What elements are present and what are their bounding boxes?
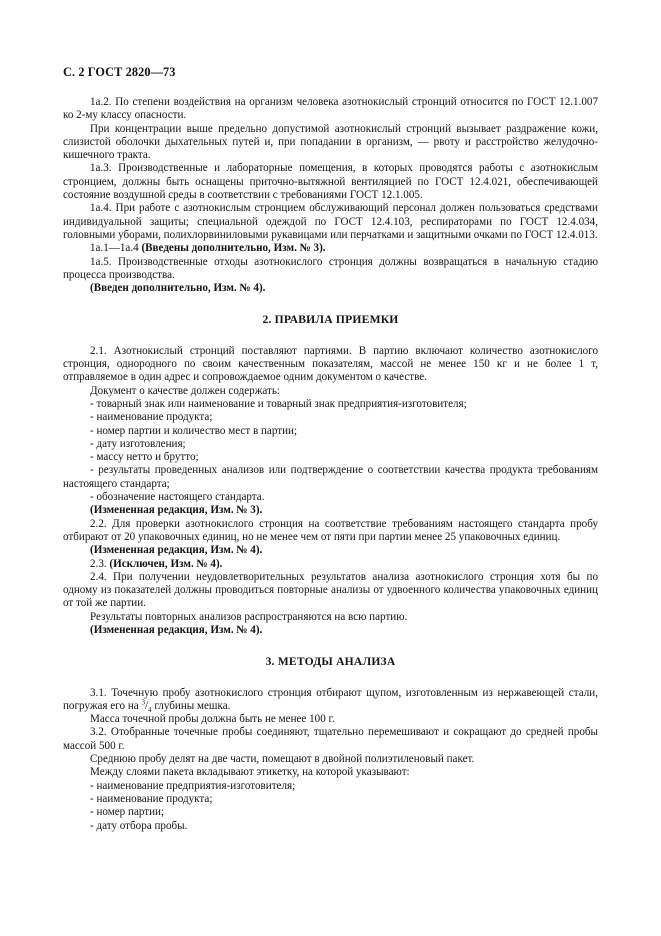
page-header: С. 2 ГОСТ 2820—73 (63, 65, 176, 79)
amendment-note: (Введен дополнительно, Изм. № 4). (90, 282, 266, 295)
paragraph-document-contents: Документ о качестве должен содержать: (90, 384, 280, 397)
amendment-note: (Измененная редакция, Изм. № 3). (90, 504, 263, 517)
list-item-long: - результаты проведенных анализов или подтверждение о соответствии качества продукта требованиям настоящего стандарта; (63, 464, 598, 490)
paragraph-1a5: 1а.5. Производственные отходы азотнокислого стронция должны возвращаться в начальную стадию процесса производства. (63, 255, 598, 281)
document-body (63, 96, 598, 833)
list-item: - наименование продукта; (90, 411, 213, 424)
paragraph-1a3: 1а.3. Производственные и лабораторные помещения, в которых проводятся работы с азотнокислым стронцием, должны быть оснащены приточно-вытяжной вентиляцией по ГОСТ 12.4.021, обеспечивающей состояние воздушной среды в соответствии с требованиями ГОСТ 12.1.005. (63, 162, 598, 202)
list-item: - наименование предприятия-изготовителя; (90, 779, 296, 792)
amendment-note: (Измененная редакция, Изм. № 4). (90, 623, 263, 636)
paragraph-2-3 (63, 558, 598, 571)
list-item: - массу нетто и брутто; (90, 451, 199, 464)
paragraph-2-1: 2.1. Азотнокислый стронций поставляют партиями. В партию включают количество азотнокислого стронция, однородного по своим качественным показателям, массой не менее 150 кг и не более 1 т, отправляемое в один адрес и сопровождаемое одним документом о качестве. (63, 344, 598, 384)
paragraph-3-2: 3.2. Отобранные точечные пробы соединяют, тщательно перемешивают и сокращают до средней пробы массой 500 г. (63, 726, 598, 752)
amendment-note: (Исключен, Изм. № 4). (109, 557, 223, 570)
note-ref: 1а.1—1а.4 (90, 242, 142, 255)
list-item: - товарный знак или наименование и товарный знак предприятия-изготовителя; (90, 397, 467, 410)
paragraph-text: глубины мешка. (151, 699, 231, 712)
paragraph-2-2: 2.2. Для проверки азотнокислого стронция на соответствие требованиям настоящего стандарта пробу отбирают от 20 упаковочных единиц, но не менее чем от пяти при партии менее 25 упаковочных единиц. (63, 517, 598, 543)
list-item: - номер партии; (90, 806, 165, 819)
list-item: - номер партии и количество мест в партии; (90, 424, 298, 437)
clause-ref: 2.3. (90, 557, 110, 570)
paragraph-label-contents: Между слоями пакета вкладывают этикетку, на которой указывают: (90, 766, 410, 779)
list-item: - наименование продукта; (90, 792, 213, 805)
paragraph-1a1-1a4-note (63, 242, 598, 255)
list-item: - дату изготовления; (90, 437, 186, 450)
section-heading-acceptance: 2. ПРАВИЛА ПРИЕМКИ (262, 313, 399, 327)
paragraph-1a2-cont: При концентрации выше предельно допустимой азотнокислый стронций вызывает раздражение кожи, слизистой оболочки дыхательных путей и, при попадании в организм, — рвоту и расстройство желудочно-кишечного тракта. (63, 122, 598, 162)
fraction: $^3/_4$ (141, 698, 152, 715)
paragraph-1a2: 1а.2. По степени воздействия на организм человека азотнокислый стронций относится по ГОСТ 12.1.007 ко 2-му классу опасности. (63, 96, 598, 122)
paragraph-text: 3.1. Точечную пробу азотнокислого стронция отбирают щупом, изготовленным из нержавеющей стали, погружая его на (63, 686, 598, 712)
paragraph-2-4: 2.4. При получении неудовлетворительных результатов анализа азотнокислого стронция хотя бы по одному из показателей должны проводиться повторные анализы от удвоенного количества упаковочных единиц от той же партии. (63, 570, 598, 610)
section-heading-methods: 3. МЕТОДЫ АНАЛИЗА (265, 655, 396, 669)
amendment-note: (Измененная редакция, Изм. № 4). (90, 544, 263, 557)
paragraph-1a4: 1а.4. При работе с азотнокислым стронцием обслуживающий персонал должен пользоваться средствами индивидуальной защиты; специальной одеждой по ГОСТ 12.4.103, респираторами по ГОСТ 12.4.034, головными уборами, полихлорвиниловыми рукавицами или перчатками и защитными очками по ГОСТ 12.4.013. (63, 202, 598, 241)
paragraph-2-4-cont: Результаты повторных анализов распространяются на всю партию. (90, 610, 408, 623)
fraction-numerator: 3 (141, 698, 145, 707)
list-item: - дату отбора пробы. (90, 819, 188, 832)
paragraph-3-1 (63, 687, 598, 714)
amendment-note: (Введены дополнительно, Изм. № 3). (141, 242, 326, 255)
paragraph-3-2-cont: Среднюю пробу делят на две части, помещают в двойной полиэтиленовый пакет. (90, 753, 475, 766)
fraction-denominator: 4 (148, 706, 152, 715)
paragraph-3-1-cont: Масса точечной пробы должна быть не менее 100 г. (90, 713, 335, 726)
list-item: - обозначение настоящего стандарта. (90, 491, 265, 504)
